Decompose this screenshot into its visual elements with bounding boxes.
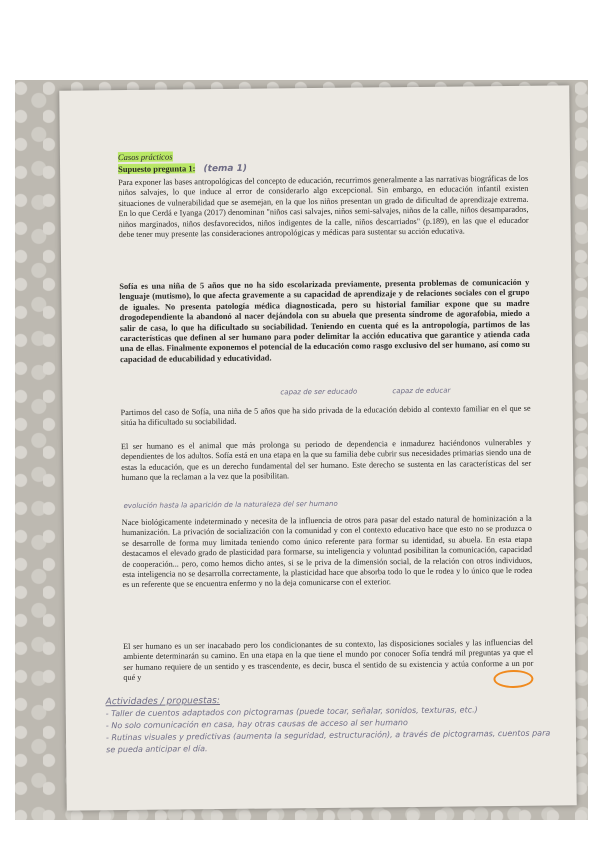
activities-section: [106, 692, 557, 757]
paragraph-dependence: El ser humano es el animal que más prolonga su periodo de dependencia e inmadurez haciéndonos vulnerables y dependientes de los adultos. Sofía está en una etapa en la que su familia debe cubrir sus necesidades primarias siendo una de estas la educación, que es un derecho fundamental del ser humano. Este derecho se sustenta en las características del ser humano que la reclaman a la vez que la posibilitan.: [120, 437, 532, 483]
ink-circle-mark: [493, 670, 533, 688]
activity-item: - Taller de cuentos adaptados con pictogramas (puede tocar, señalar, sonidos, texturas, etc.): [105, 705, 478, 719]
paper-sheet: [59, 85, 577, 810]
activities-title: Actividades / propuestas:: [105, 696, 220, 708]
paragraph-unfinished: El ser humano es un ser inacabado pero los condicionantes de su contexto, las disposiciones sociales y las influencias del ambiente determinarán su camino. En una etapa en la que tiene el mundo por conocer Sofía tendrá mil preguntas ya que el ser humano requiere de un sentido y es trascendente, es decir, busca el sentido de su existencia y actúa conforme a un por qué y: [123, 637, 534, 683]
activity-item: - Rutinas visuales y predictivas (aumenta la seguridad, estructuración), a través de pictogramas, cuentos para se pueda anticipar el día.: [105, 728, 551, 755]
document-photo: [15, 80, 588, 820]
paragraph-biology: Nace biológicamente indeterminado y necesita de la influencia de otros para pasar del estado natural de hominización a la humanización. La privación de socialización con la comunidad y con el contexto educativo hace que esto no se produzca o se desarrolle de forma muy limitada teniendo como único referente para formar su identidad, su abuela. En esta etapa destacamos el elevado grado de plasticidad para formarse, su inteligencia y voluntad posibilitan la comunicación, capacidad de cooperación... pero, como hemos dicho antes, si se le priva de la dimensión social, de la relación con otros individuos, esta inteligencia no se desarrolla correctamente, la plasticidad hace que absorba todo lo que le rodea y lo único que le rodea es un referente que se encuentra enfermo y no la deja comunicarse con el exterior.: [121, 513, 533, 590]
paragraph-intro: Para exponer las bases antropológicas del concepto de educación, recurrimos generalmente a las narrativas biográficas de los niños salvajes, lo que induce al error de considerarlo algo excepcional. Sin embargo, en educación infantil existen situaciones de vulnerabilidad que se asemejan, en la que los niños presentan un grado de dificultad de aprendizaje extrema. En lo que Cerdá e Iyanga (2017) denominan "niños casi salvajes, niños semi-salvajes, niños de la calle, niños desamparados, niños marginados, niños desfavorecidos, niños indigentes de la calle, niños descarriados" (p.189), en las que el educador debe tener muy presente las consideraciones antropológicas y médicas para sustentar su acción educativa.: [118, 173, 529, 240]
margin-note-2: capaz de educar: [392, 386, 451, 396]
handwritten-note: (tema 1): [203, 163, 248, 175]
margin-note-3: evolución hasta la aparición de la naturaleza del ser humano: [123, 499, 338, 511]
page-subtitle: [118, 163, 247, 175]
page-title: Casos prácticos: [117, 151, 173, 163]
paragraph-case: Sofía es una niña de 5 años que no ha sido escolarizada previamente, presenta problemas de comunicación y lenguaje (mutismo), lo que afecta gravemente a su capacidad de aprendizaje y de relaciones sociales con el grupo de iguales. No presenta patología médica diagnosticada, pero su historial familiar expone que su madre drogodependiente la abandonó al nacer dejándola con su abuela que presenta síndrome de agorafobia, miedo a salir de casa, lo que ha dificultado su sociabilidad. Teniendo en cuenta qué es la antropología, partimos de las características que definen al ser humano para poder delimitar la acción educativa que garantice y atienda cada una de ellas. Finalmente exponemos el potencial de la educación como rasgo exclusivo del ser humano, así como su capacidad de educabilidad y educatividad.: [119, 277, 530, 364]
activity-item: - No solo comunicación en casa, hay otras causas de acceso al ser humano: [105, 718, 408, 731]
subtitle-text: Supuesto pregunta 1:: [118, 163, 196, 175]
paragraph-start: Partimos del caso de Sofía, una niña de 5 años que ha sido privada de la educación debido al contexto familiar en el que se sitúa ha dificultado su sociabilidad.: [120, 403, 531, 428]
margin-note-1: capaz de ser educado: [280, 387, 358, 397]
